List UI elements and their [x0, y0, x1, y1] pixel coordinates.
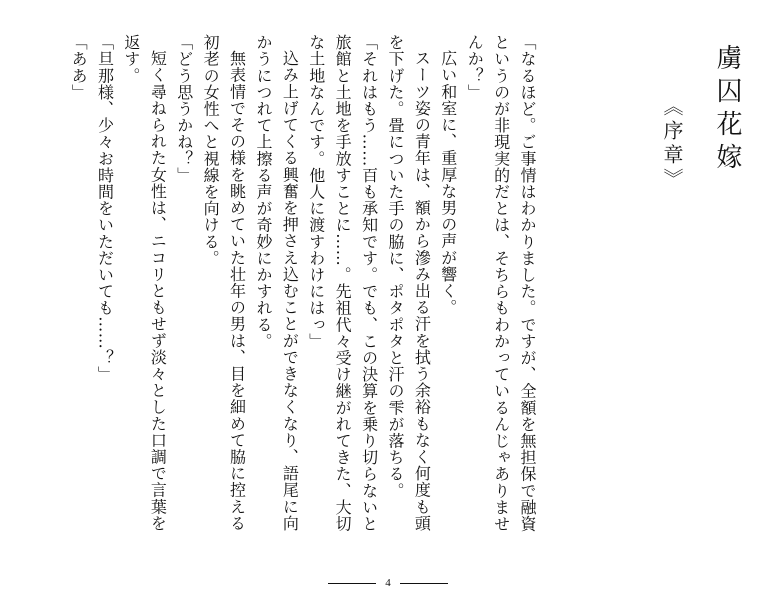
text-line: 「なるほど。ご事情はわかりました。ですが、全額を無担保で融資 — [518, 34, 537, 532]
text-line: 「ああ」 — [69, 34, 89, 101]
text-line: 旅館と土地を手放すことに……。先祖代々受け継がれてきた、大切 — [333, 34, 353, 532]
text-line: 無表情でその様を眺めていた壮年の男は、目を細めて脇に控える — [227, 50, 247, 532]
text-line: 短く尋ねられた女性は、ニコリともせず淡々とした口調で言葉を — [148, 50, 168, 532]
text-line: 返す。 — [121, 34, 141, 84]
page-number: 4 — [385, 577, 391, 589]
footer-rule-right — [400, 583, 448, 584]
chapter-heading: 《序章》 — [660, 96, 684, 192]
footer-rule-left — [328, 583, 376, 584]
text-line: 「どう思うかね？」 — [174, 34, 194, 184]
text-line: 広い和室に、重厚な男の声が響く。 — [438, 50, 458, 316]
text-line: 初老の女性へと視線を向ける。 — [201, 34, 221, 267]
text-line: な土地なんです。他人に渡すわけにはっ」 — [306, 34, 326, 350]
text-line: 「それはもう……百も承知です。でも、この決算を乗り切らないと — [359, 34, 379, 532]
text-line: というのが非現実的だとは、そちらもわかっているんじゃありませ — [491, 34, 511, 532]
text-line: んか？」 — [465, 34, 485, 101]
text-line: 込み上げてくる興奮を押さえ込むことができなくなり、語尾に向 — [280, 50, 300, 532]
text-line: スーツ姿の青年は、額から滲み出る汗を拭う余裕もなく何度も頭 — [412, 50, 432, 532]
text-line: かうにつれて上擦る声が奇妙にかすれる。 — [253, 34, 273, 350]
text-line: 「旦那様、少々お時間をいただいても……？」 — [95, 34, 115, 383]
text-line: を下げた。畳についた手の脇に、ポタポタと汗の雫が落ちる。 — [385, 34, 405, 499]
page-footer — [0, 575, 776, 591]
body-text — [65, 34, 540, 574]
book-title: 虜囚花嫁 — [712, 44, 742, 176]
